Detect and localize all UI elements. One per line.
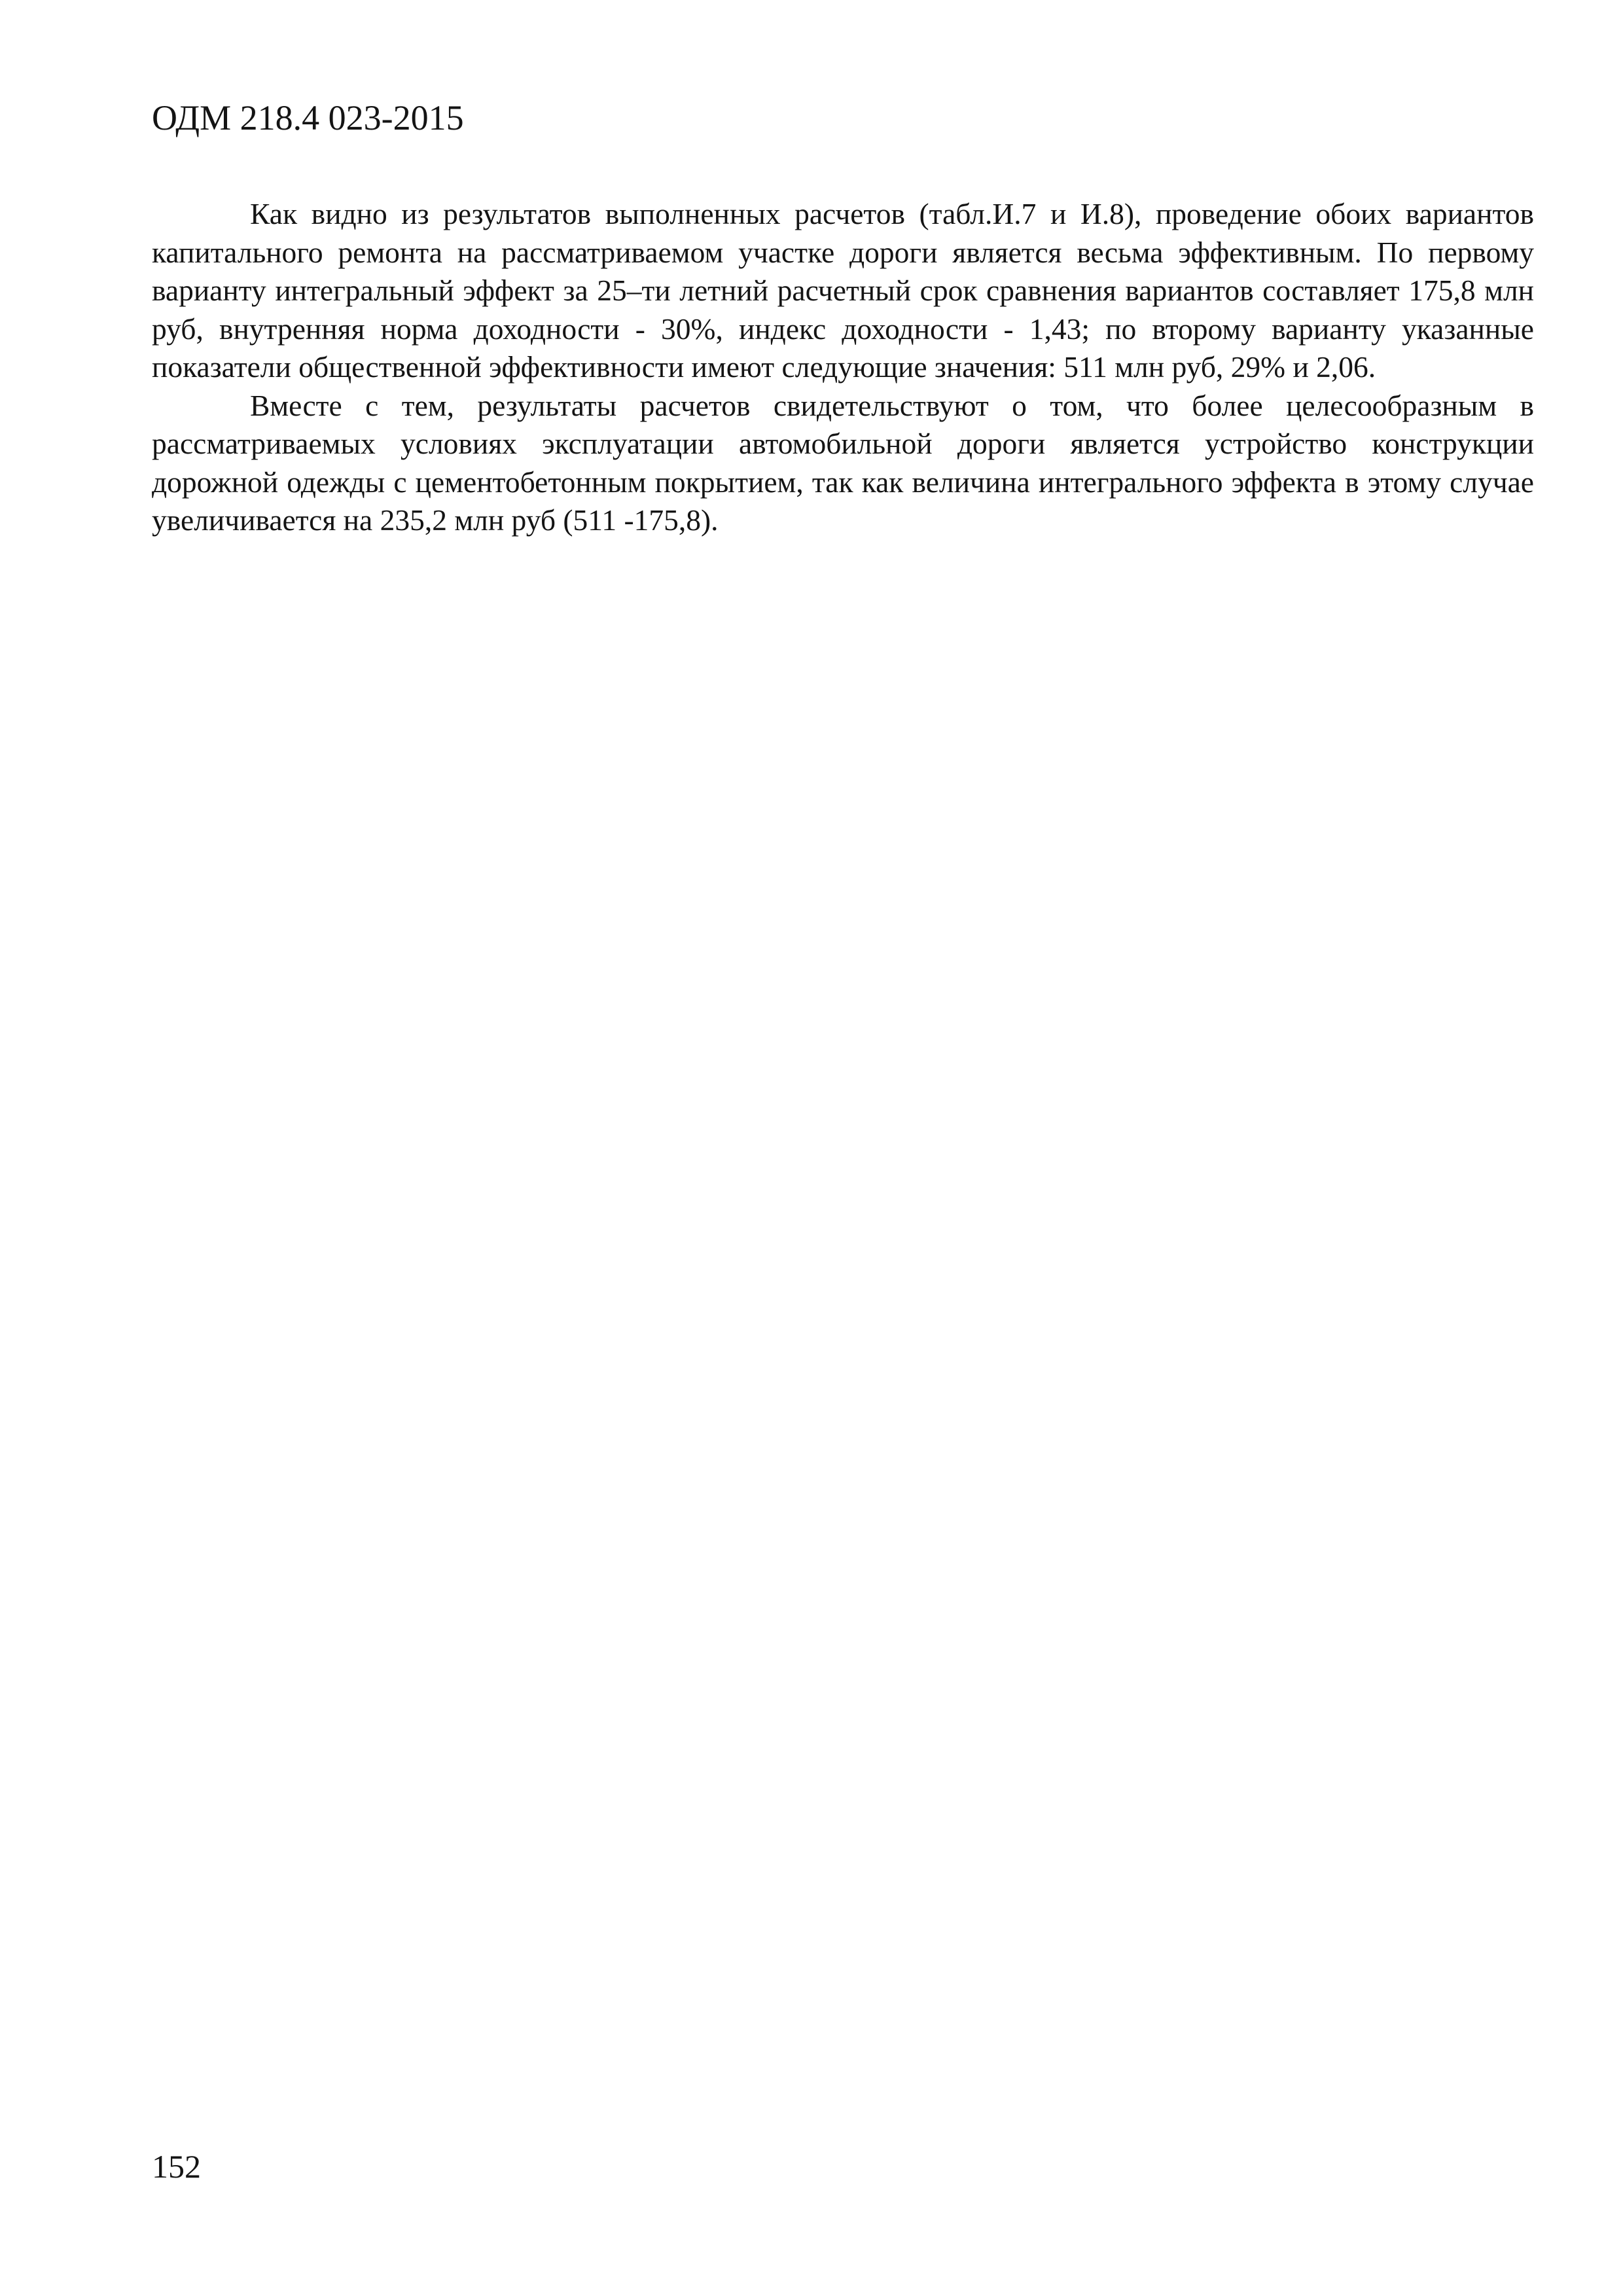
page-number: 152 (152, 2148, 201, 2185)
paragraph-conclusion: Вместе с тем, результаты расчетов свидетельствуют о том, что более целесообразным в рассматриваемых условиях эксплуатации автомобильной дороги является устройство конструкции дорожной одежды с цементобетонным покрытием, так как величина интегрального эффекта в этому случае увеличивается на 235,2 млн руб (511 -175,8). (152, 388, 1534, 537)
body-text (152, 195, 1534, 540)
paragraph-efficiency-results: Как видно из результатов выполненных расчетов (табл.И.7 и И.8), проведение обоих вариантов капитального ремонта на рассматриваемом участке дороги является весьма эффективным. По первому варианту интегральный эффект за 25–ти летний расчетный срок сравнения вариантов составляет 175,8 млн руб, внутренняя норма доходности - 30%, индекс доходности - 1,43; по второму варианту указанные показатели общественной эффективности имеют следующие значения: 511 млн руб, 29% и 2,06. (152, 197, 1534, 384)
document-code-header: ОДМ 218.4 023-2015 (152, 98, 464, 137)
